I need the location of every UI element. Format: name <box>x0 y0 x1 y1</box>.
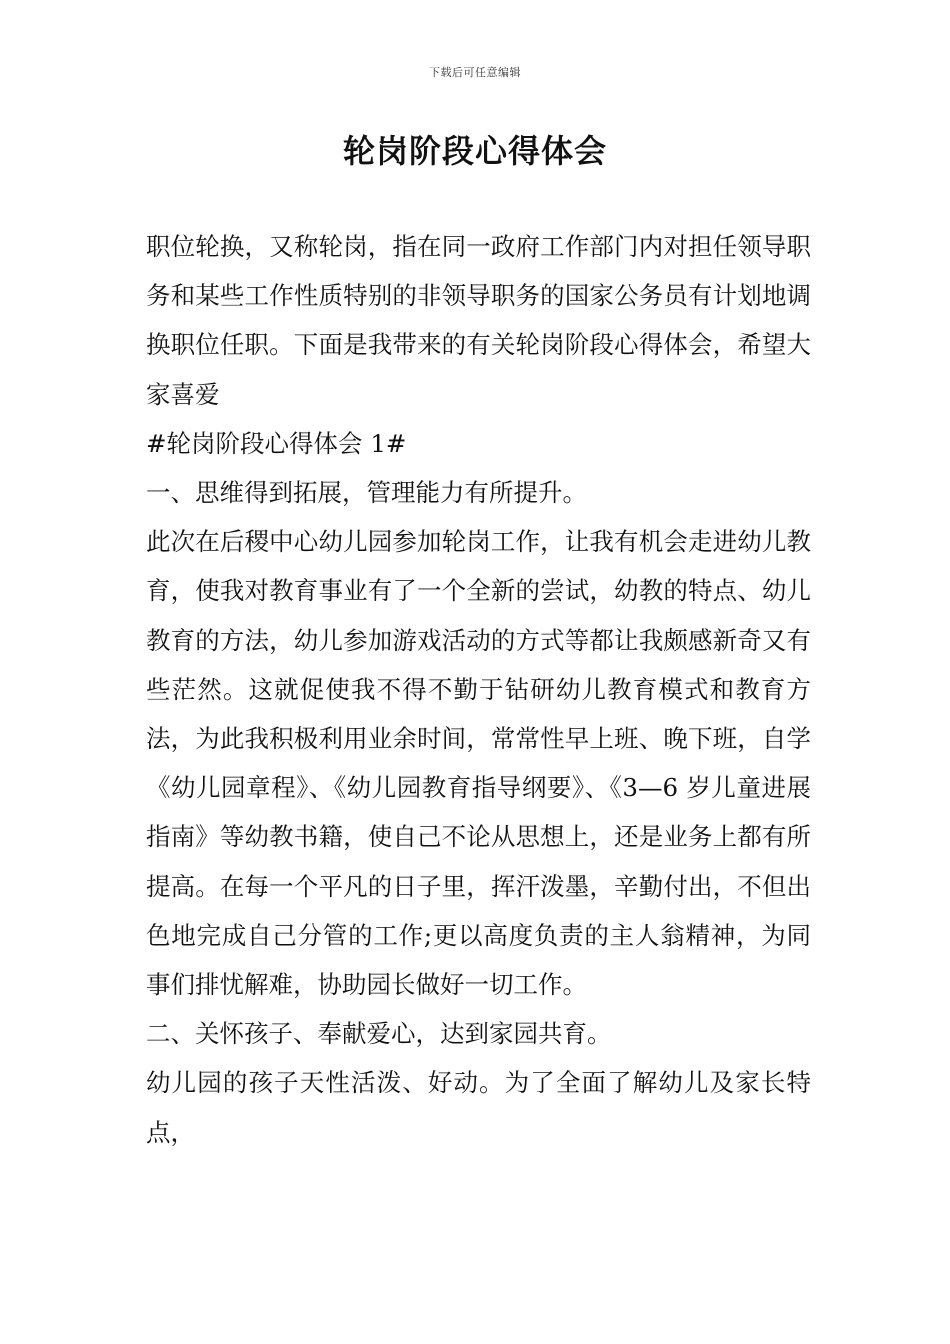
subheading-2: 二、关怀孩子、奉献爱心，达到家园共育。 <box>146 1019 612 1049</box>
document-title: 轮岗阶段心得体会 <box>342 132 607 170</box>
body-paragraph-1: 此次在后稷中心幼儿园参加轮岗工作，让我有机会走进幼儿教育，使我对教育事业有了一个全新的尝试，幼教的特点、幼儿教育的方法，幼儿参加游戏活动的方式等都让我颇感新奇又有些茫然。这就促使我不得不勤于钻研幼儿教育模式和教育方法，为此我积极利用业余时间，常常性早上班、晚下班，自学《幼儿园章程》、《幼儿园教育指导纲要》、《3—6 岁儿童进展指南》等幼教书籍，使自己不论从思想上，还是业务上都有所提高。在每一个平凡的日子里，挥汗泼墨，辛勤付出，不但出色地完成自己分管的工作;更以高度负责的主人翁精神，为同事们排忧解难，协助园长做好一切工作。 <box>146 527 811 1000</box>
subheading-1: 一、思维得到拓展，管理能力有所提升。 <box>146 478 587 508</box>
document-body <box>146 222 811 1157</box>
header-note: 下载后可任意编辑 <box>429 66 521 79</box>
section-heading: #轮岗阶段心得体会 1# <box>146 428 407 458</box>
body-paragraph-2: 幼儿园的孩子天性活泼、好动。为了全面了解幼儿及家长特点， <box>146 1068 811 1147</box>
intro-paragraph: 职位轮换，又称轮岗，指在同一政府工作部门内对担任领导职务和某些工作性质特别的非领导职务的国家公务员有计划地调换职位任职。下面是我带来的有关轮岗阶段心得体会，希望大家喜爱 <box>146 232 811 409</box>
